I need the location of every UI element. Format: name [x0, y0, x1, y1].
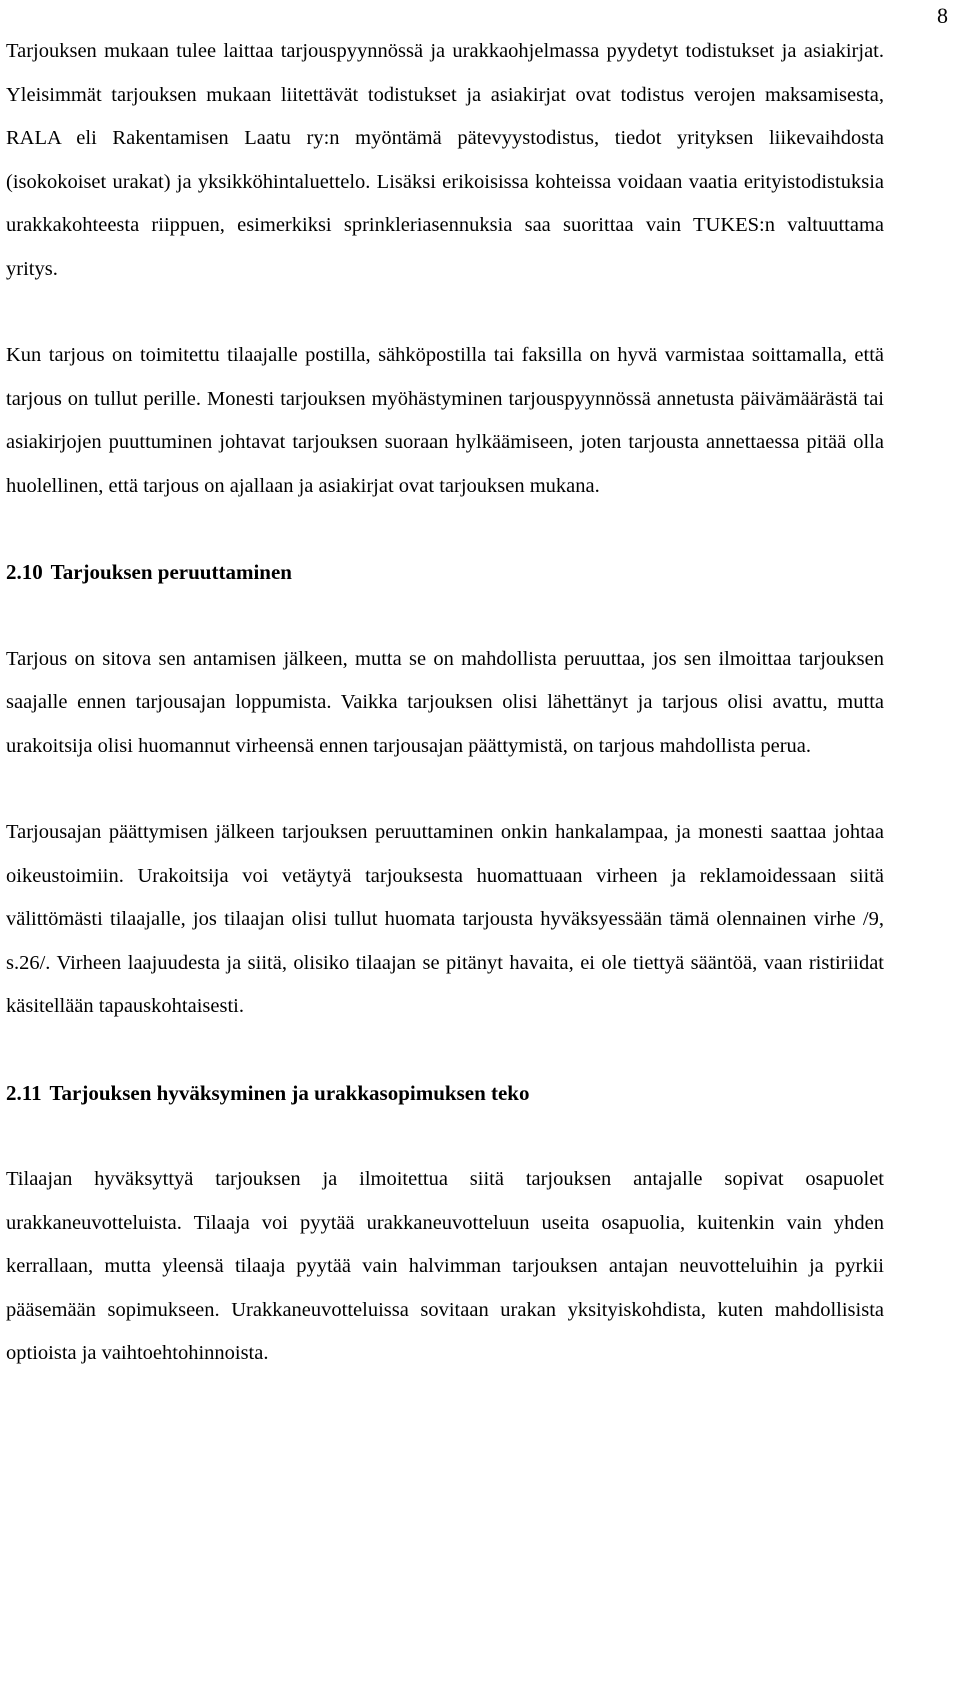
paragraph-withdrawal: Tarjousajan päättymisen jälkeen tarjouksen peruuttaminen onkin hankalampaa, ja monesti saattaa johtaa oikeustoimiin. Urakoitsija voi vetäytyä tarjouksesta huomattuaan virheen ja reklamoidessaan siitä välittömästi tilaajalle, jos tilaajan olisi tullut huomata tarjousta hyväksyessään tämä olennainen virhe /9, s.26/. Virheen laajuudesta ja siitä, olisiko tilaajan se pitänyt havaita, ei ole tiettyä sääntöä, vaan ristiriidat käsitellään tapauskohtaisesti.	[6, 821, 884, 1017]
paragraph-delivery: Kun tarjous on toimitettu tilaajalle postilla, sähköpostilla tai faksilla on hyvä varmistaa soittamalla, että tarjous on tullut perille. Monesti tarjouksen myöhästyminen tarjouspyynnössä annetusta päivämäärästä tai asiakirjojen puuttuminen johtavat tarjouksen suoraan hylkäämiseen, joten tarjousta annettaessa pitää olla huolellinen, että tarjous on ajallaan ja asiakirjat ovat tarjouksen mukana.	[6, 344, 884, 497]
section-title: Tarjouksen peruuttaminen	[50, 560, 292, 584]
section-heading-2-10	[6, 551, 884, 595]
page-number: 8	[937, 3, 948, 28]
section-number: 2.10	[6, 560, 43, 584]
paragraph-negotiations: Tilaajan hyväksyttyä tarjouksen ja ilmoitettua siitä tarjouksen antajalle sopivat osapuolet urakkaneuvotteluista. Tilaaja voi pyytää urakkaneuvotteluun useita osapuolia, kuitenkin vain yhden kerrallaan, mutta yleensä tilaaja pyytää vain halvimman tarjouksen antajan neuvotteluihin ja pyrkii pääsemään sopimukseen. Urakkaneuvotteluissa sovitaan urakan yksityiskohdista, kuten mahdollisista optioista ja vaihtoehtohinnoista.	[6, 1168, 884, 1364]
section-heading-2-11	[6, 1072, 884, 1116]
section-title: Tarjouksen hyväksyminen ja urakkasopimuksen teko	[49, 1080, 530, 1105]
section-number: 2.11	[6, 1080, 42, 1105]
document-body	[6, 30, 884, 1376]
paragraph-attachments: Tarjouksen mukaan tulee laittaa tarjouspyynnössä ja urakkaohjelmassa pyydetyt todistukset ja asiakirjat. Yleisimmät tarjouksen mukaan liitettävät todistukset ja asiakirjat ovat todistus verojen maksamisesta, RALA eli Rakentamisen Laatu ry:n myöntämä pätevyystodistus, tiedot yrityksen liikevaihdosta (isokokoiset urakat) ja yksikköhintaluettelo. Lisäksi erikoisissa kohteissa voidaan vaatia erityistodistuksia urakkakohteesta riippuen, esimerkiksi sprinkleriasennuksia saa suorittaa vain TUKES:n valtuuttama yritys.	[6, 40, 884, 280]
paragraph-binding-offer: Tarjous on sitova sen antamisen jälkeen, mutta se on mahdollista peruuttaa, jos sen ilmoittaa tarjouksen saajalle ennen tarjousajan loppumista. Vaikka tarjouksen olisi lähettänyt ja tarjous olisi avattu, mutta urakoitsija olisi huomannut virheensä ennen tarjousajan päättymistä, on tarjous mahdollista perua.	[6, 647, 884, 757]
